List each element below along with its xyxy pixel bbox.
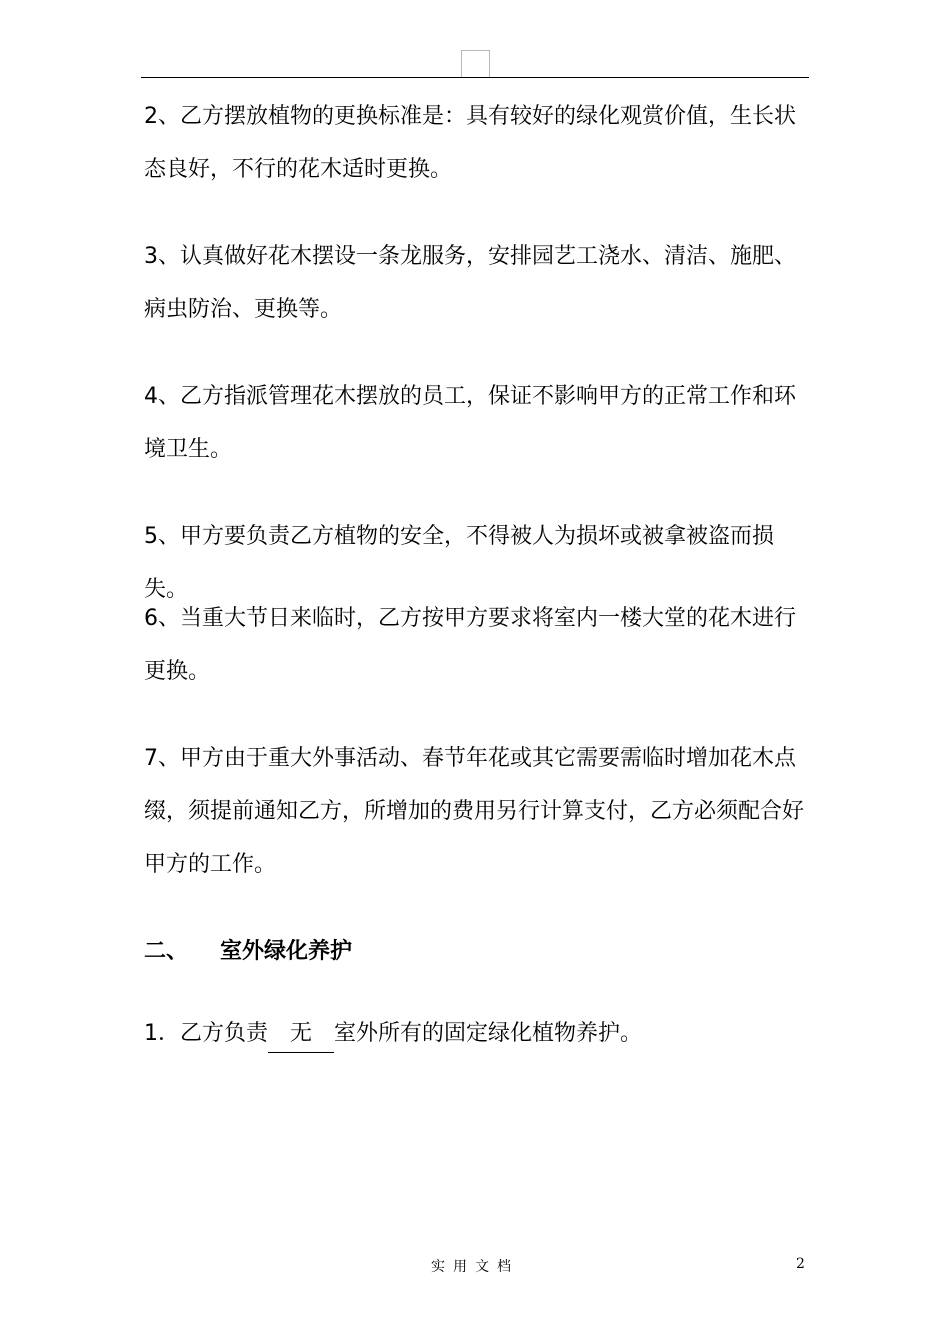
footer-label: 实用文档 [431, 1259, 519, 1275]
item-1-prefix: 1．乙方负责 [144, 1021, 268, 1046]
item-1-blank-field: 无 [268, 1016, 334, 1053]
header-rule [141, 77, 809, 78]
header-box [461, 50, 490, 77]
paragraph-3: 3、认真做好花木摆设一条龙服务，安排园艺工浇水、清洁、施肥、病虫防治、更换等。 [144, 244, 796, 322]
paragraph-7: 7、甲方由于重大外事活动、春节年花或其它需要需临时增加花木点缀，须提前通知乙方，所增加的费用另行计算支付，乙方必须配合好甲方的工作。 [144, 746, 805, 877]
item-1 [144, 1014, 642, 1054]
paragraph-4: 4、乙方指派管理花木摆放的员工，保证不影响甲方的正常工作和环境卫生。 [144, 384, 796, 462]
item-1-suffix: 室外所有的固定绿化植物养护。 [334, 1021, 643, 1046]
section-number: 二、 [144, 939, 189, 964]
paragraph-2: 2、乙方摆放植物的更换标准是：具有较好的绿化观赏价值，生长状态良好，不行的花木适时更换。 [144, 104, 796, 182]
paragraph-6: 6、当重大节日来临时，乙方按甲方要求将室内一楼大堂的花木进行更换。 [144, 606, 796, 684]
section-heading [144, 934, 352, 970]
page-number: 2 [796, 1256, 805, 1272]
paragraph-5: 5、甲方要负责乙方植物的安全，不得被人为损坏或被拿被盗而损失。 [144, 524, 774, 602]
section-title: 室外绿化养护 [220, 939, 353, 964]
